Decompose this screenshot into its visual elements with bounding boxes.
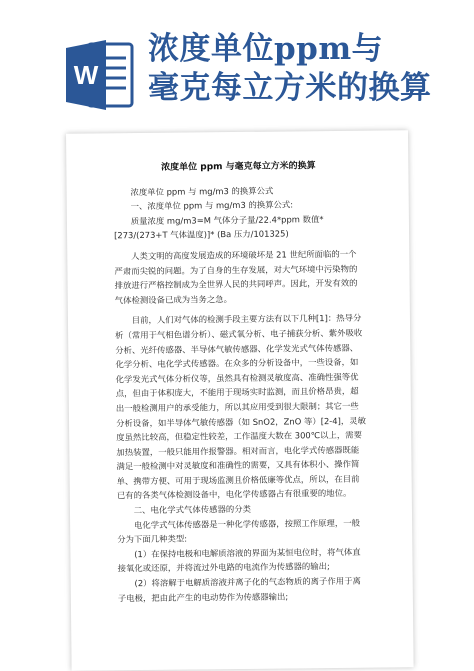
- header-band: [0, 0, 474, 128]
- paragraph: (1）在保持电极和电解质溶液的界面为某恒电位时，将气体直接氧化或还原，并将流过外电路的电流作为传感器的输出;: [117, 546, 361, 574]
- document-page: [66, 130, 414, 671]
- paragraph: 目前，人们对气体的检测手段主要方法有以下几种[1]：热导分析（常用于气相色谱分析）、磁式氧分析、电子捕获分析、紫外吸收分析、光纤传感器、半导体气敏传感器、化学发光式气体传感器、化学分析、电化学式传感器。在众多的分析设备中，一些设备，如化学发光式气体分析仪等，虽然具有检测灵敏度高、准确性强等优点，但由于体积庞大，不能用于现场实时监测，而且价格昂贵，超出一般检测用户的承受能力，所以其应用受到很大限制；其它一些分析设备，如半导体气敏传感器（如 SnO2，ZnO 等）[2-4]，灵敏度虽然比较高，但稳定性较差，工作温度大数在 300℃以上，需要加热装置，一般只能用作报警器。相对而言，电化学式传感器既能满足一般检测中对灵敏度和准确性的需要，又具有体积小、操作简单、携带方便、可用于现场监测且价格低廉等优点，所以，在目前已有的各类气体检测设备中，电化学传感器占有很重要的地位。: [115, 313, 367, 501]
- paragraph: 浓度单位 ppm 与 mg/m3 的换算公式: [130, 185, 274, 197]
- section-heading: 二、电化学式气体传感器的分类: [133, 503, 252, 516]
- paragraph: 电化学式气体传感器是一种化学传感器，按照工作原理，一般分为下面几种类型:: [117, 517, 361, 545]
- page-fade: [71, 627, 413, 671]
- logo-letter: W: [73, 60, 99, 90]
- paragraph: (2）将溶解于电解质溶液并离子化的气态物质的离子作用于离子电极，把由此产生的电动势作为传感器输出;: [117, 575, 361, 603]
- paragraph: 质量浓度 mg/m3=M 气体分子量/22.4*ppm 数值*[273/(273+T 气体温度)]* (Ba 压力/101325): [114, 213, 324, 241]
- page-title: [148, 30, 468, 108]
- document-title: 浓度单位 ppm 与毫克每立方米的换算: [161, 161, 316, 173]
- paragraph: 一、浓度单位 ppm 与 mg/m3 的换算公式:: [130, 199, 294, 212]
- word-document-icon: [66, 38, 134, 112]
- document-body: [113, 159, 368, 606]
- paragraph: 人类文明的高度发展造成的环境破坏是 21 世纪所面临的一个严肃而尖锐的问题。为了自身的生存发展，对大气环境中污染物的排放进行严格控制成为全世界人民的共同呼声。因此，开发有效的气体检测设备已成为当务之急。: [114, 248, 358, 306]
- page-title-line-1: 浓度单位ppm与: [148, 31, 384, 67]
- page-title-line-2: 毫克每立方米的换算: [148, 70, 432, 106]
